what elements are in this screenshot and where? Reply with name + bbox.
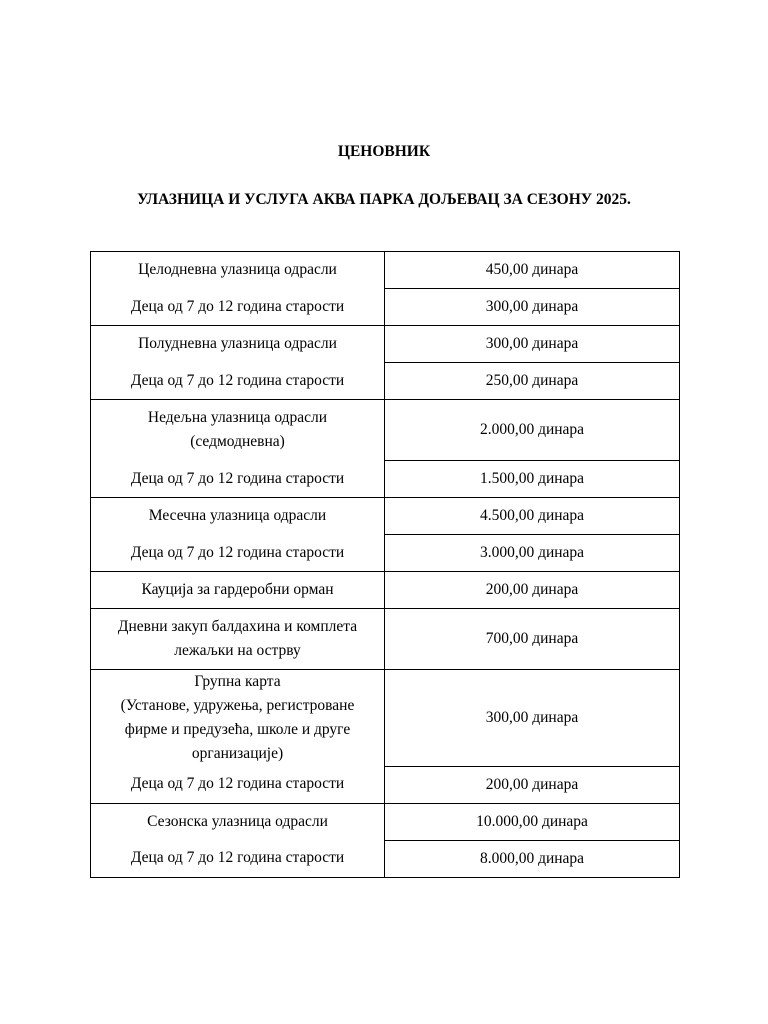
item-price: 300,00 динара (385, 326, 680, 363)
item-description: Кауција за гардеробни орман (91, 572, 385, 609)
item-description: Полудневна улазница одрасли (91, 326, 385, 363)
table-row (91, 670, 680, 767)
table-row (91, 289, 680, 326)
table-row (91, 766, 680, 803)
table-row (91, 461, 680, 498)
item-price: 10.000,00 динара (385, 803, 680, 840)
item-price: 4.500,00 динара (385, 498, 680, 535)
price-table (90, 251, 680, 878)
item-description: Деца од 7 до 12 година старости (91, 289, 385, 326)
price-group (91, 670, 680, 804)
item-description: Деца од 7 до 12 година старости (91, 363, 385, 400)
price-group (91, 572, 680, 609)
price-group (91, 400, 680, 498)
table-row (91, 535, 680, 572)
item-price: 3.000,00 динара (385, 535, 680, 572)
item-price: 700,00 динара (385, 609, 680, 670)
item-price: 450,00 динара (385, 252, 680, 289)
table-row (91, 326, 680, 363)
item-description: Сезонска улазница одрасли (91, 803, 385, 840)
item-description: Дневни закуп балдахина и комплета лежаљки на острву (91, 609, 385, 670)
item-price: 300,00 динара (385, 670, 680, 767)
item-description: Целодневна улазница одрасли (91, 252, 385, 289)
table-row (91, 252, 680, 289)
item-description: Недељна улазница одрасли (седмодневна) (91, 400, 385, 461)
item-price: 250,00 динара (385, 363, 680, 400)
price-group (91, 609, 680, 670)
item-price: 300,00 динара (385, 289, 680, 326)
price-group (91, 326, 680, 400)
page-subtitle: УЛАЗНИЦА И УСЛУГА АКВА ПАРКА ДОЉЕВАЦ ЗА СЕЗОНУ 2025. (137, 191, 631, 208)
item-description: Деца од 7 до 12 година старости (91, 461, 385, 498)
item-price: 8.000,00 динара (385, 840, 680, 877)
item-description: Групна карта (Установе, удружења, регистроване фирме и предузећа, школе и друге организације) (91, 670, 385, 767)
price-group (91, 803, 680, 877)
table-row (91, 803, 680, 840)
page-title: ЦЕНОВНИК (337, 143, 431, 160)
item-price: 2.000,00 динара (385, 400, 680, 461)
table-row (91, 400, 680, 461)
item-price: 200,00 динара (385, 766, 680, 803)
table-row (91, 609, 680, 670)
item-description: Месечна улазница одрасли (91, 498, 385, 535)
item-price: 1.500,00 динара (385, 461, 680, 498)
table-row (91, 840, 680, 877)
item-description: Деца од 7 до 12 година старости (91, 840, 385, 877)
item-price: 200,00 динара (385, 572, 680, 609)
price-group (91, 252, 680, 326)
table-row (91, 363, 680, 400)
item-description: Деца од 7 до 12 година старости (91, 535, 385, 572)
price-group (91, 498, 680, 572)
table-row (91, 498, 680, 535)
item-description: Деца од 7 до 12 година старости (91, 766, 385, 803)
table-row (91, 572, 680, 609)
